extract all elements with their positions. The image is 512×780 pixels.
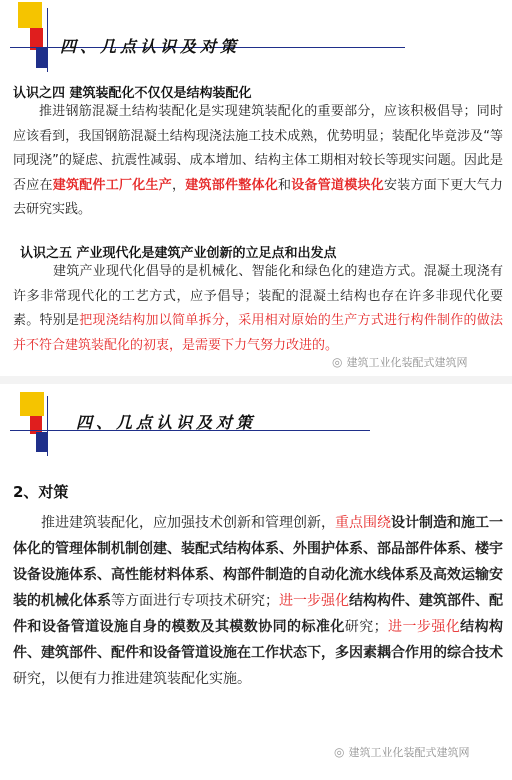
subtitle-insight-4: 认识之四 建筑装配化不仅仅是结构装配化 [13,86,252,101]
subtitle-insight-5: 认识之五 产业现代化是建筑产业创新的立足点和出发点 [20,246,337,261]
text: 和 [277,177,292,193]
slide-2 [0,384,512,780]
paragraph-insight-4 [13,100,503,223]
highlight-text: 进一步强化 [387,619,461,635]
highlight-text: 建筑部件整体化 [185,177,278,193]
watermark [332,354,467,370]
highlight-text: 重点围绕 [335,515,391,531]
deco-vertical-line [47,8,48,72]
header-title: 四、几点认识及对策 [60,37,241,56]
highlight-text: 建筑配件工厂化生产 [52,177,172,193]
text: 研究； [344,619,388,635]
deco-blue-square [36,432,47,452]
deco-vertical-line [47,396,48,456]
wechat-icon: ◎ [334,745,345,759]
deco-blue-square [36,48,47,68]
slide-1 [0,0,512,372]
bold-text: 结构构件、建筑部件、配件和设备管道设施在工作状态下，多因素耦合作用的综合技术 [13,619,504,661]
watermark-text: 建筑工业化装配式建筑网 [346,356,468,369]
deco-yellow-square [20,392,44,416]
highlight-text: 设备管道模块化 [291,177,384,193]
text: 研究，以便有力推进建筑装配化实施。 [13,671,251,687]
paragraph-insight-5 [13,260,503,358]
highlight-text: 进一步强化 [279,593,349,609]
text: 推进建筑装配化，应加强技术创新和管理创新， [41,515,335,531]
header-title: 四、几点认识及对策 [76,413,257,432]
bold-text: 设计制造和施工一体化的管理体制机制创建、装配式结构体系、外围护体系、部品部件体系、楼宇设备设施体系、高性能材料体系、构部件制造的自动化流水线体系及高效运输安装的机械化体系 [13,515,503,609]
text: 等方面进行专项技术研究； [111,593,279,609]
wechat-icon: ◎ [332,355,343,369]
text: 安装方面下更大气力去研究实践。 [13,177,503,217]
watermark-text: 建筑工业化装配式建筑网 [348,746,470,759]
bold-text: 结构构件、建筑部件、配件和设备管道设施自身的模数及其模数协同的标准化 [13,593,503,635]
subtitle-countermeasures: 2、对策 [13,483,69,501]
highlight-text: 把现浇结构加以简单拆分，采用相对原始的生产方式进行构件制作的做法并不符合建筑装配化的初衷，是需要下力气努力改进的。 [13,313,503,353]
text: 推进钢筋混凝土结构装配化是实现建筑装配化的重要部分，应该积极倡导；同时应该看到，我国钢筋混凝土结构现浇法施工技术成熟，优势明显；装配化毕竟涉及“等同现浇”的疑虑、抗震性减弱、成本增加、结构主体工期相对较长等现实问题。因此是否应在 [13,104,503,193]
watermark [334,744,469,760]
slide-separator [0,376,512,384]
text: ， [171,177,186,193]
text: 建筑产业现代化倡导的是机械化、智能化和绿色化的建造方式。混凝土现浇有许多非常现代化的工艺方式，应予倡导；装配的混凝土结构也存在许多非现代化要素。特别是 [13,264,503,328]
paragraph-countermeasures [13,510,503,692]
deco-yellow-square [18,2,42,28]
